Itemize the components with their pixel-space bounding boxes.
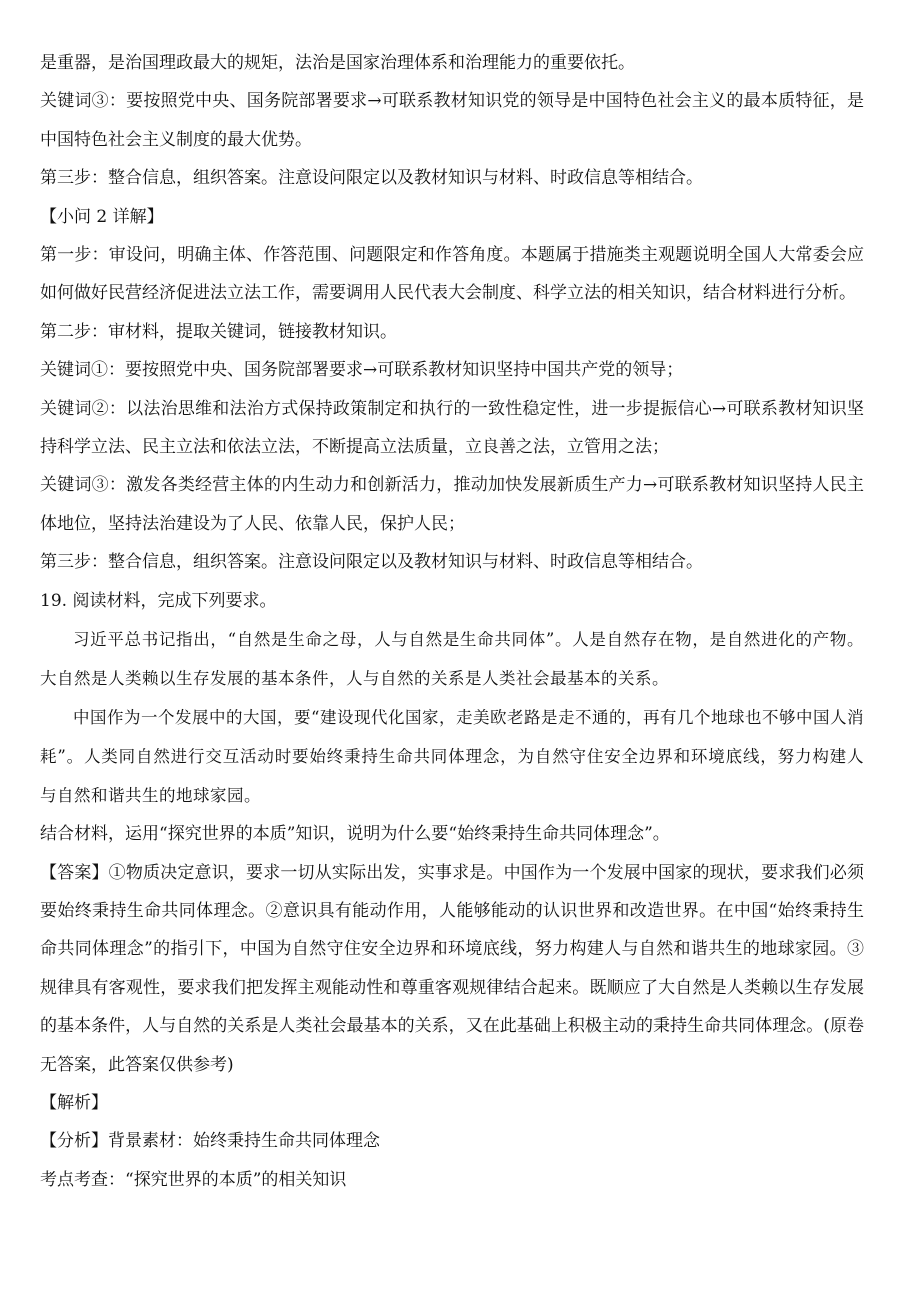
question-19-prompt: 19. 阅读材料，完成下列要求。 — [40, 590, 277, 611]
paragraph-keyword-3-party: 关键词③：要按照党中央、国务院部署要求→可联系教材知识党的领导是中国特色社会主义的最本质特征，是中国特色社会主义制度的最大优势。 — [40, 91, 864, 150]
material-paragraph-1: 习近平总书记指出，“自然是生命之母，人与自然是生命共同体”。人是自然存在物，是自然进化的产物。大自然是人类赖以生存发展的基本条件，人与自然的关系是人类社会最基本的关系。 — [40, 630, 864, 689]
paragraph-keyword-2: 关键词②：以法治思维和法治方式保持政策制定和执行的一致性稳定性，进一步提振信心→可联系教材知识坚持科学立法、民主立法和依法立法，不断提高立法质量，立良善之法，立管用之法； — [40, 398, 864, 458]
paragraph-step-3-repeat: 第三步：整合信息，组织答案。注意设问限定以及教材知识与材料、时政信息等相结合。 — [40, 552, 703, 573]
paragraph-step-2: 第二步：审材料，提取关键词，链接教材知识。 — [40, 321, 397, 342]
paragraph-keyword-1: 关键词①：要按照党中央、国务院部署要求→可联系教材知识坚持中国共产党的领导； — [40, 360, 684, 381]
paragraph-step-3: 第三步：整合信息，组织答案。注意设问限定以及教材知识与材料、时政信息等相结合。 — [40, 168, 703, 189]
subquestion-2-heading: 【小问 2 详解】 — [40, 206, 164, 227]
answer-paragraph: 【答案】①物质决定意识，要求一切从实际出发，实事求是。中国作为一个发展中国家的现状，要求我们必须要始终秉持生命共同体理念。②意识具有能动作用，人能够能动的认识世界和改造世界。在中国“始终秉持生命共同体理念”的指引下，中国为自然守住安全边界和环境底线，努力构建人与自然和谐共生的地球家园。③规律具有客观性，要求我们把发挥主观能动性和尊重客观规律结合起来。既顺应了大自然是人类赖以生存发展的基本条件，人与自然的关系是人类社会最基本的关系，又在此基础上积极主动的秉持生命共同体理念。(原卷无答案，此答案仅供参考) — [40, 862, 864, 1075]
paragraph-step-1: 第一步：审设问，明确主体、作答范围、问题限定和作答角度。本题属于措施类主观题说明全国人大常委会应如何做好民营经济促进法立法工作，需要调用人民代表大会制度、科学立法的相关知识，结合材料进行分析。 — [40, 245, 864, 304]
paragraph-keyword-3: 关键词③：激发各类经营主体的内生动力和创新活力，推动加快发展新质生产力→可联系教材知识坚持人民主体地位，坚持法治建设为了人民、依靠人民，保护人民； — [40, 475, 864, 534]
material-paragraph-2: 中国作为一个发展中的大国，要“建设现代化国家，走美欧老路是走不通的，再有几个地球也不够中国人消耗”。人类同自然进行交互活动时要始终秉持生命共同体理念，为自然守住安全边界和环境底线，努力构建人与自然和谐共生的地球家园。 — [40, 708, 864, 806]
analysis-heading: 【解析】 — [40, 1092, 108, 1113]
analysis-knowledge-point: 考点考查：“探究世界的本质”的相关知识 — [40, 1169, 347, 1190]
question-19-requirement: 结合材料，运用“探究世界的本质”知识，说明为什么要“始终秉持生命共同体理念”。 — [40, 824, 670, 845]
document-page — [40, 44, 864, 1199]
paragraph-rule-of-law: 是重器，是治国理政最大的规矩，法治是国家治理体系和治理能力的重要依托。 — [40, 53, 635, 73]
analysis-background: 【分析】背景素材：始终秉持生命共同体理念 — [40, 1131, 380, 1152]
